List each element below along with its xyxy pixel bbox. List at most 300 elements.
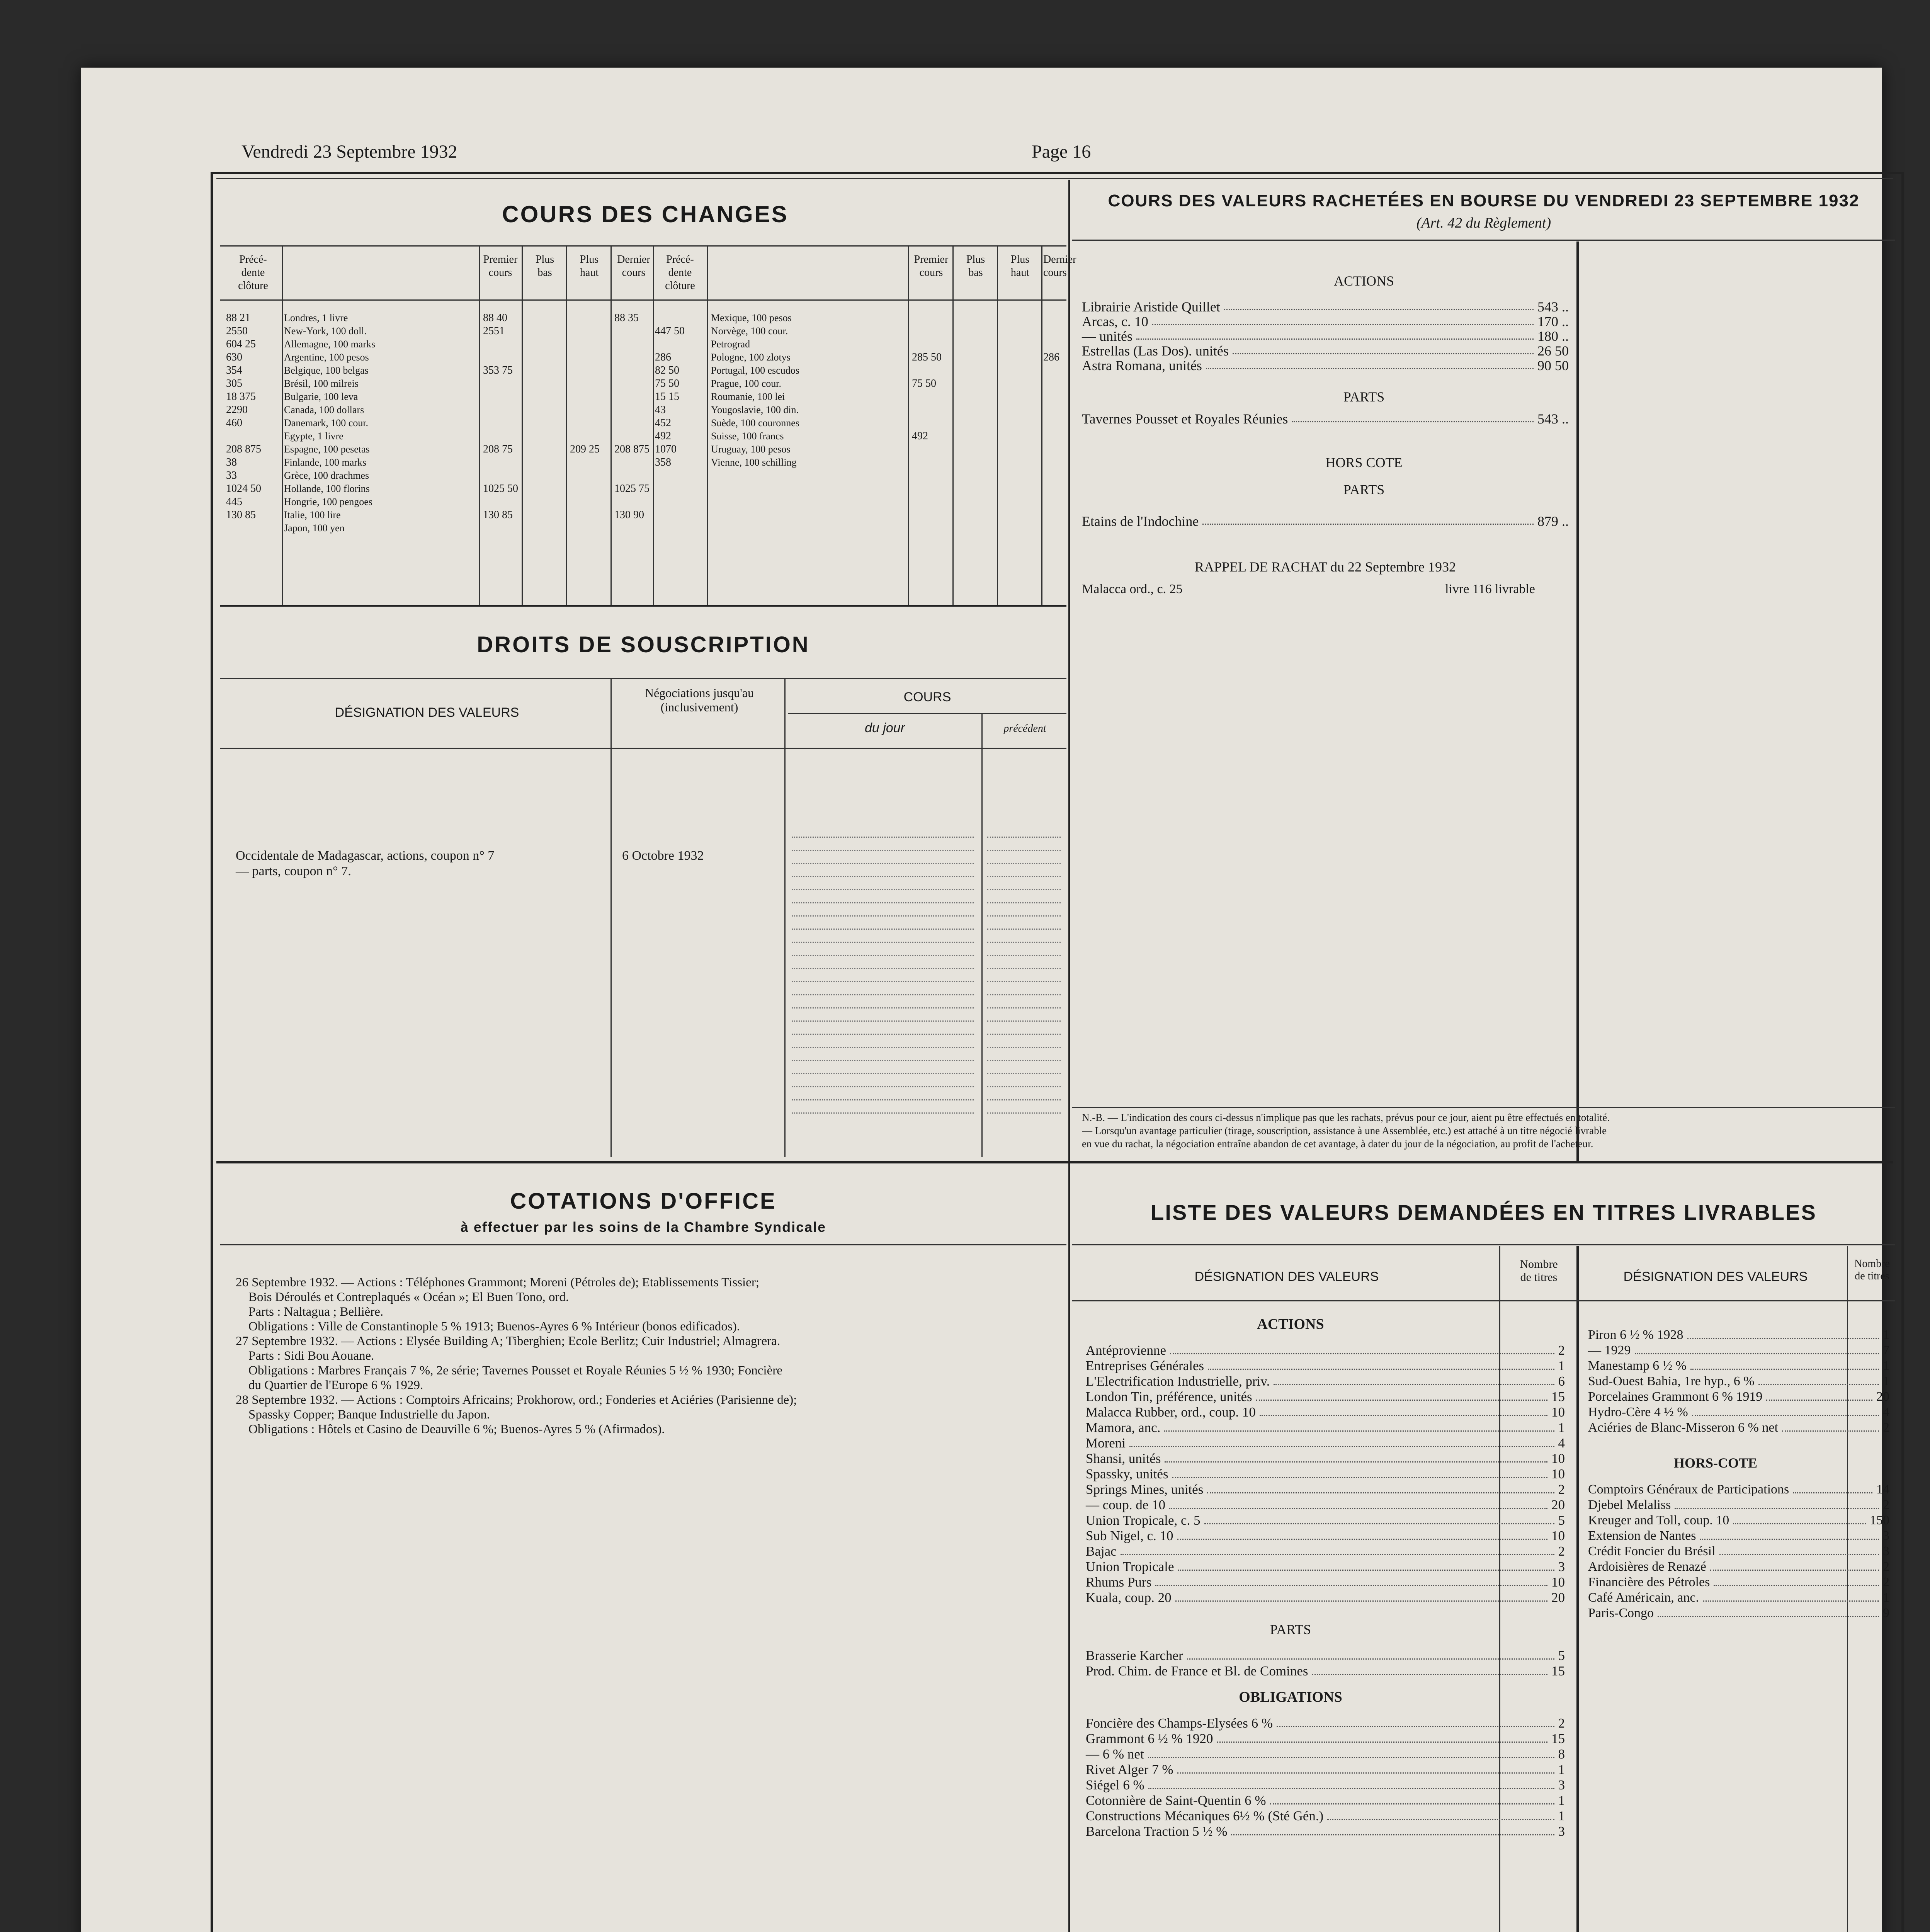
changes-subheader-rule [220,299,1066,301]
changes-col-first-2: Premier cours [914,253,949,279]
cotation-line: Bois Déroulés et Contreplaqués « Océan »; El Buen Tono, ord. [236,1290,569,1304]
changes-left-prev: 130 85 [226,509,256,521]
item-value: 4 [1883,1405,1889,1419]
list-item [1086,1559,1565,1575]
item-value: 2 [1558,1544,1565,1559]
changes-left-prev: 354 [226,364,242,376]
item-value: 3 [1883,1544,1889,1558]
livrables-right-list [1588,1327,1889,1435]
changes-col-first: Premier cours [483,253,518,279]
droits-dot-line [987,955,1061,956]
item-value: 90 50 [1537,358,1569,373]
item-name: Siégel 6 % [1086,1777,1144,1793]
list-item [1588,1420,1889,1435]
leader-dots [1782,1420,1879,1432]
leader-dots [1177,1528,1547,1540]
item-value: 10 [1551,1405,1565,1420]
item-name: Café Américain, anc. [1588,1590,1699,1605]
changes-left-prev: 208 875 [226,443,261,455]
changes-col-last-2: Dernier cours [1043,253,1076,279]
changes-right-prev: 447 50 [655,325,685,337]
nb-line-3: en vue du rachat, la négociation entraîne abandon de cet avantage, à dater du jour de la négociation, au profit de l'acheteur. [1082,1138,1593,1150]
livrables-col-nombre-2: Nombre de titres [1854,1258,1890,1282]
droits-dot-line [792,1034,974,1035]
rachetees-h-parts-2: PARTS [1343,482,1385,497]
leader-dots [1172,1466,1547,1478]
list-item [1086,1648,1565,1663]
changes-right-prev: 15 15 [655,391,679,403]
item-value: 20 [1551,1590,1565,1605]
item-name: Union Tropicale [1086,1559,1174,1574]
item-value: 150 [1870,1513,1889,1527]
item-name: Arcas, c. 10 [1082,314,1148,329]
leader-dots [1187,1648,1554,1660]
droits-dot-line [792,968,974,969]
cotation-line: du Quartier de l'Europe 6 % 1929. [236,1378,423,1392]
rachetees-rappel-value: livre 116 livrable [1445,582,1535,596]
rachetees-nb-note [1082,1111,1893,1150]
droits-dot-line [792,850,974,851]
changes-right-name: Mexique, 100 pesos [711,312,792,323]
item-name: Shansi, unités [1086,1451,1161,1466]
leader-dots [1202,514,1534,525]
item-name: — unités [1082,328,1132,344]
leader-dots [1260,1405,1547,1416]
list-item [1086,1513,1565,1528]
cotation-line: Spassky Copper; Banque Industrielle du Japon. [236,1408,490,1422]
cotation-line: Obligations : Ville de Constantinople 5 % 1913; Buenos-Ayres 6 % Intérieur (bonos edificados). [236,1320,740,1333]
item-name: Ardoisières de Renazé [1588,1560,1706,1574]
rachetees-title: COURS DES VALEURS RACHETÉES EN BOURSE DU VENDREDI 23 SEPTEMBRE 1932 [1108,191,1860,210]
changes-left-name: Hollande, 100 florins [284,483,370,494]
item-value: 1 [1558,1420,1565,1435]
leader-dots [1687,1327,1879,1339]
list-item [1086,1590,1565,1605]
changes-right-name: Suède, 100 couronnes [711,417,799,429]
list-item [1086,1663,1565,1679]
changes-left-name: Allemagne, 100 marks [284,338,376,350]
changes-left-name: Belgique, 100 belgas [284,365,369,376]
leader-dots [1703,1590,1879,1602]
changes-right-prev: 358 [655,456,671,468]
changes-right-name: Uruguay, 100 pesos [711,444,791,455]
droits-dot-line [987,915,1061,917]
item-name: Aciéries de Blanc-Misseron 6 % net [1588,1420,1778,1435]
leader-dots [1733,1513,1866,1524]
nb-line-2: — Lorsqu'un avantage particulier (tirage, souscription, assistance à une Assemblée, etc.) est attaché à un titre négocié livrable [1082,1125,1607,1136]
list-item [1588,1327,1889,1343]
list-item [1086,1389,1565,1405]
changes-right-prev: 82 50 [655,364,679,376]
leader-dots [1177,1762,1554,1774]
droits-vline-3 [981,713,983,1157]
item-value: 1 [1883,1590,1889,1605]
livrables-parts-list [1086,1648,1565,1679]
list-item [1086,1528,1565,1544]
changes-right-name: Norvège, 100 cour. [711,325,788,337]
item-name: Mamora, anc. [1086,1420,1161,1435]
list-item [1086,1435,1565,1451]
changes-left-name: Bulgarie, 100 leva [284,391,358,402]
changes-left-prev: 604 25 [226,338,256,350]
item-value: 10 [1551,1451,1565,1466]
droits-date: 6 Octobre 1932 [622,849,704,863]
leader-dots [1635,1343,1879,1354]
item-name: L'Electrification Industrielle, priv. [1086,1374,1270,1389]
item-value: 170 .. [1537,314,1569,329]
list-item [1086,1808,1565,1824]
rachetees-h-actions: ACTIONS [1333,273,1394,289]
droits-col-negociations: Négociations jusqu'au (inclusivement) [644,686,754,714]
changes-right-prev: 452 [655,417,671,429]
droits-dot-line [792,994,974,995]
leader-dots [1312,1663,1547,1675]
changes-header-rule [220,245,1066,247]
item-name: Astra Romana, unités [1082,358,1202,373]
list-item [1082,314,1569,329]
list-item [1588,1405,1889,1420]
list-item [1086,1747,1565,1762]
changes-left-prev: 460 [226,417,242,429]
list-item [1086,1777,1565,1793]
droits-col-du-jour: du jour [865,721,905,735]
droits-col-cours: COURS [903,690,951,704]
item-value: 2 [1883,1498,1889,1512]
livrables-obligations-list [1086,1716,1565,1839]
item-value: 5 [1558,1513,1565,1528]
leader-dots [1136,329,1534,340]
droits-dot-line [792,1073,974,1074]
droits-title: DROITS DE SOUSCRIPTION [477,632,810,657]
item-value: 6 [1558,1374,1565,1389]
livrables-h-actions: ACTIONS [1257,1316,1324,1332]
item-value: 2 [1558,1716,1565,1731]
list-item [1086,1731,1565,1747]
droits-dot-line [792,889,974,890]
droits-dot-line [792,1086,974,1087]
leader-dots [1178,1559,1554,1571]
rachetees-subtitle: (Art. 42 du Règlement) [1416,215,1551,231]
changes-right-name: Suisse, 100 francs [711,430,784,442]
droits-dot-line [792,1047,974,1048]
rachetees-h-parts: PARTS [1343,389,1385,405]
header-date: Vendredi 23 Septembre 1932 [241,141,457,162]
changes-left-prev: 88 21 [226,312,250,324]
item-name: Moreni [1086,1435,1126,1451]
droits-dot-line [792,837,974,838]
item-name: Grammont 6 ½ % 1920 [1086,1731,1213,1746]
changes-right-first: 285 50 [912,351,942,363]
droits-dot-line [792,1099,974,1100]
item-value: 1 [1883,1374,1889,1388]
item-name: Brasserie Karcher [1086,1648,1183,1663]
item-value: 2 [1883,1560,1889,1574]
changes-col-prev: Précé- dente clôture [238,253,268,292]
leader-dots [1148,1777,1554,1789]
cotation-line: Obligations : Marbres Français 7 %, 2e série; Tavernes Pousset et Royale Réunies 5 ½ % 1930; Foncière [236,1364,782,1378]
livrables-h-hors-cote: HORS-COTE [1673,1455,1758,1471]
list-item [1588,1374,1889,1389]
changes-left-prev: 305 [226,378,242,389]
droits-dot-line [792,1060,974,1061]
item-name: Tavernes Pousset et Royales Réunies [1082,411,1288,427]
droits-dot-line [792,902,974,903]
droits-cours-rule [788,713,1066,714]
item-name: — coup. de 10 [1086,1497,1166,1512]
changes-right-name: Pologne, 100 zlotys [711,352,791,363]
changes-col-high-2: Plus haut [1010,253,1030,279]
changes-col-low-2: Plus bas [966,253,985,279]
item-value: 4 [1558,1435,1565,1451]
leader-dots [1675,1497,1879,1509]
item-name: Antéprovienne [1086,1343,1166,1358]
cotation-line: 28 Septembre 1932. — Actions : Comptoirs Africains; Prokhorow, ord.; Fonderies et Aciéries (Parisienne de); [236,1393,797,1407]
leader-dots [1719,1544,1879,1555]
list-item [1086,1497,1565,1513]
droits-dot-line [987,1034,1061,1035]
changes-left-prev: 445 [226,496,242,508]
item-name: Djebel Melaliss [1588,1498,1671,1512]
droits-dot-line [987,1073,1061,1074]
item-name: Extension de Nantes [1588,1529,1696,1543]
item-name: Sub Nigel, c. 10 [1086,1528,1173,1543]
rachetees-vertical-rule [1576,242,1579,1161]
list-item [1086,1451,1565,1466]
changes-right-prev: 492 [655,430,671,442]
droits-dot-line [792,1112,974,1114]
list-item [1082,412,1569,426]
changes-left-name: Grèce, 100 drachmes [284,470,369,481]
list-item [1086,1482,1565,1497]
changes-right-first: 75 50 [912,378,936,389]
item-value: 1 [1558,1762,1565,1777]
droits-dot-line [792,942,974,943]
item-value: 10 [1551,1575,1565,1590]
changes-left-prev: 1024 50 [226,483,261,495]
item-name: Kuala, coup. 20 [1086,1590,1172,1605]
changes-left-prev: 2550 [226,325,248,337]
livrables-col-designation-2: DÉSIGNATION DES VALEURS [1623,1269,1808,1284]
item-name: Rivet Alger 7 % [1086,1762,1173,1777]
row-2-top-rule [216,1161,1893,1163]
item-value: 20 [1551,1497,1565,1512]
droits-dot-line [987,902,1061,903]
list-item [1086,1793,1565,1808]
rachetees-actions-list [1082,299,1569,373]
livrables-hors-list [1588,1482,1889,1621]
list-item [1082,514,1569,529]
droits-dot-line [987,994,1061,995]
item-value: 180 .. [1537,328,1569,344]
droits-dot-line [987,942,1061,943]
list-item [1588,1559,1889,1575]
changes-left-name: New-York, 100 doll. [284,325,367,337]
droits-line-2: — parts, coupon n° 7. [236,864,351,878]
changes-left-last: 1025 75 [614,483,650,495]
changes-left-prev: 630 [226,351,242,363]
changes-title: COURS DES CHANGES [502,201,789,227]
changes-col-prev-2: Précé- dente clôture [665,253,695,292]
list-item [1086,1374,1565,1389]
item-name: Cotonnière de Saint-Quentin 6 % [1086,1793,1266,1808]
item-name: Union Tropicale, c. 5 [1086,1513,1201,1528]
leader-dots [1152,314,1534,325]
item-name: London Tin, préférence, unités [1086,1389,1252,1404]
livrables-col-nombre: Nombre de titres [1520,1258,1558,1284]
item-value: 14 [1876,1482,1889,1497]
leader-dots [1164,1420,1554,1432]
leader-dots [1165,1451,1547,1463]
droits-col-precedent: précédent [1003,723,1046,735]
leader-dots [1148,1747,1554,1758]
item-value: 7 [1883,1343,1889,1357]
leader-dots [1204,1513,1554,1524]
livrables-col-designation: DÉSIGNATION DES VALEURS [1194,1269,1379,1284]
cotation-line: Obligations : Hôtels et Casino de Deauville 6 %; Buenos-Ayres 5 % (Afirmados). [236,1422,665,1436]
leader-dots [1208,1358,1554,1370]
item-value: 3 [1558,1777,1565,1793]
droits-dot-line [987,1020,1061,1022]
item-value: 5 [1558,1648,1565,1663]
cotations-title: COTATIONS D'OFFICE [510,1189,777,1214]
rachetees-h-hors-cote: HORS COTE [1325,455,1403,470]
changes-left-name: Italie, 100 lire [284,509,341,520]
item-value: 15 [1551,1731,1565,1746]
droits-dot-line [987,876,1061,877]
leader-dots [1233,344,1534,354]
item-value: 9 [1883,1606,1889,1620]
droits-dot-line [792,929,974,930]
droits-col-designation: DÉSIGNATION DES VALEURS [335,705,519,720]
item-value: 2 [1883,1575,1889,1589]
newspaper-page [81,68,1890,1932]
item-name: Porcelaines Grammont 6 % 1919 [1588,1389,1763,1404]
rachetees-header-rule [1072,240,1895,241]
cotation-line: 26 Septembre 1932. — Actions : Téléphones Grammont; Moreni (Pétroles de); Etablissements Tissier; [236,1276,759,1289]
droits-dot-line [792,981,974,982]
list-item [1086,1762,1565,1777]
list-item [1082,358,1569,373]
item-name: Librairie Aristide Quillet [1082,299,1220,315]
item-value: 3 [1558,1824,1565,1839]
item-value: 15 [1551,1389,1565,1404]
col-divider-middle [1068,1163,1070,1932]
item-name: Springs Mines, unités [1086,1482,1204,1497]
leader-dots [1274,1374,1554,1385]
list-item [1086,1824,1565,1839]
changes-left-first: 1025 50 [483,483,518,495]
changes-right-last: 286 [1043,351,1059,363]
item-value: 10 [1551,1528,1565,1543]
item-name: Malacca Rubber, ord., coup. 10 [1086,1405,1256,1420]
leader-dots [1217,1731,1547,1743]
changes-right-first: 492 [912,430,928,442]
changes-right-name: Roumanie, 100 lei [711,391,785,402]
changes-left-name: Argentine, 100 pesos [284,352,369,363]
leader-dots [1292,412,1534,422]
livrables-actions-list [1086,1343,1565,1605]
list-item [1588,1590,1889,1605]
item-name: Entreprises Générales [1086,1358,1204,1373]
droits-dot-line [792,915,974,917]
list-item [1086,1405,1565,1420]
leader-dots [1206,358,1534,369]
item-value: 8 [1558,1747,1565,1762]
droits-dot-line [987,1086,1061,1087]
list-item [1082,299,1569,314]
changes-left-prev: 33 [226,469,237,481]
changes-left-prev: 38 [226,456,237,468]
livrables-header-rule [1072,1244,1895,1245]
item-value: 26 50 [1537,343,1569,359]
changes-right-name: Vienne, 100 schilling [711,457,797,468]
changes-left-name: Hongrie, 100 pengoes [284,496,372,507]
livrables-vline-2 [1576,1246,1579,1932]
droits-header-rule [220,678,1066,679]
rachetees-parts-list [1082,412,1569,426]
item-name: Constructions Mécaniques 6½ % (Sté Gén.) [1086,1808,1324,1823]
droits-dot-line [987,929,1061,930]
changes-left-name: Japon, 100 yen [284,522,345,534]
item-name: Foncière des Champs-Elysées 6 % [1086,1716,1273,1731]
item-value: 543 .. [1537,411,1569,427]
changes-left-prev: 2290 [226,404,248,416]
cotation-line: Parts : Naltagua ; Bellière. [236,1305,384,1319]
item-name: Manestamp 6 ½ % [1588,1359,1687,1373]
changes-left-name: Danemark, 100 cour. [284,417,369,429]
item-name: Kreuger and Toll, coup. 10 [1588,1513,1729,1527]
item-name: — 1929 [1588,1343,1631,1357]
droits-dot-line [792,876,974,877]
rachetees-nb-rule [1072,1107,1895,1108]
droits-dot-line [792,863,974,864]
item-name: Hydro-Cère 4 ½ % [1588,1405,1688,1419]
droits-dot-line [987,1007,1061,1009]
list-item [1588,1544,1889,1559]
leader-dots [1175,1590,1547,1602]
leader-dots [1155,1575,1547,1586]
item-value: 1 [1558,1793,1565,1808]
list-item [1588,1482,1889,1497]
list-item [1588,1358,1889,1374]
droits-dot-line [987,863,1061,864]
item-name: Financière des Pétroles [1588,1575,1710,1589]
leader-dots [1277,1716,1554,1727]
rachetees-hors-list [1082,514,1569,529]
changes-left-first: 88 40 [483,312,507,324]
item-value: 1 [1558,1358,1565,1373]
leader-dots [1270,1793,1554,1804]
leader-dots [1231,1824,1554,1835]
rachetees-rappel: RAPPEL DE RACHAT du 22 Septembre 1932 [1194,559,1456,575]
droits-vline-1 [610,678,612,1157]
item-name: Sud-Ouest Bahia, 1re hyp., 6 % [1588,1374,1755,1388]
leader-dots [1690,1358,1879,1370]
nb-line-1: N.-B. — L'indication des cours ci-dessus n'implique pas que les rachats, prévus pour ce jour, aient pu être effectués en totalité. [1082,1112,1610,1123]
droits-dot-line [987,968,1061,969]
inner-top-rule [216,178,1893,179]
changes-left-name: Espagne, 100 pesetas [284,444,370,455]
changes-col-last: Dernier cours [617,253,650,279]
changes-right-prev: 1070 [655,443,677,455]
changes-left-name: Egypte, 1 livre [284,430,343,442]
changes-left-last: 88 35 [614,312,639,324]
item-name: Bajac [1086,1544,1117,1559]
list-item [1086,1716,1565,1731]
droits-dot-line [987,850,1061,851]
list-item [1086,1358,1565,1374]
droits-dot-line [987,1112,1061,1114]
